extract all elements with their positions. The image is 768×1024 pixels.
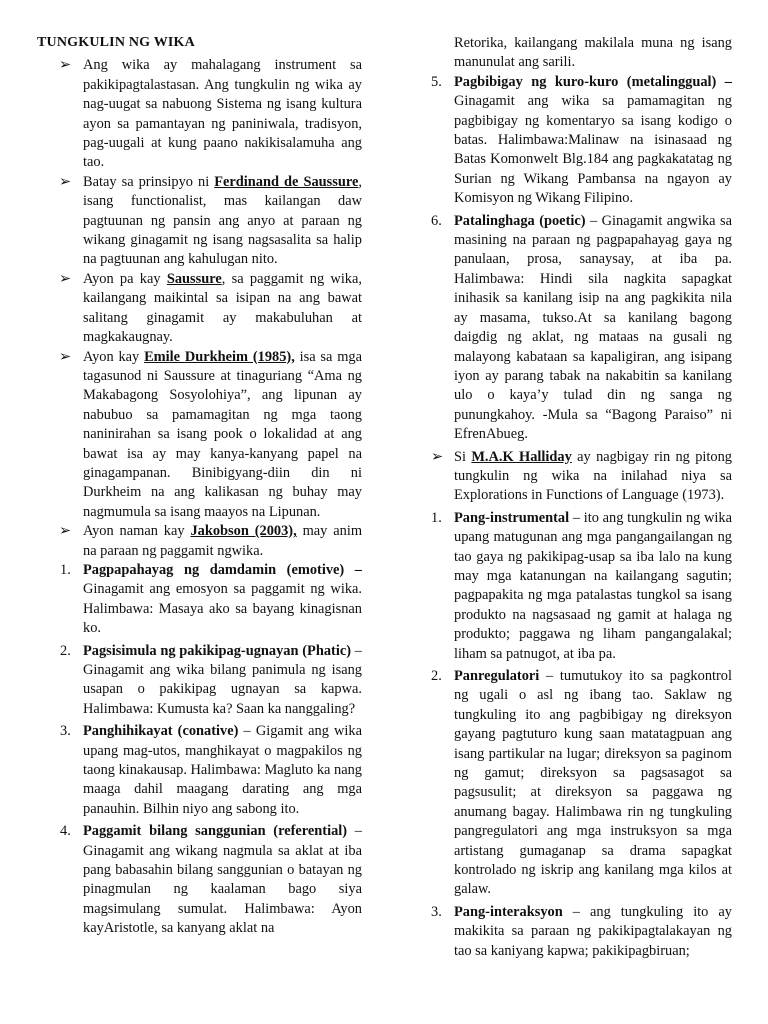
arrow-bullet-icon: ➢ bbox=[59, 523, 72, 540]
bullet-item: ➢ Si M.A.K Halliday ay nagbigay rin ng pitong tungkulin ng wika na inilahad niya sa Explorations in Functions of Language (1973). bbox=[431, 448, 732, 504]
arrow-bullet-icon: ➢ bbox=[59, 270, 72, 287]
arrow-bullet-icon: ➢ bbox=[59, 173, 72, 190]
list-number: 3. bbox=[431, 903, 442, 920]
list-item: 4. Paggamit bilang sanggunian (referential) – Ginagamit ang wikang nagmula sa aklat at iba pang babasahin bilang sanggunian o batayan ng pinagmulan ng kaalaman bago siya magsimulang sumulat. Halimbawa: Ayon kayAristotle, sa kanyang aklat na bbox=[60, 823, 362, 937]
list-item: 2. Panregulatori – tumutukoy ito sa pagkontrol ng ugali o asl ng ibang tao. Saklaw ng tungkuling ito ang pagbibigay ng direksyon gayang pagtuturo kung saan matatagpuan ang isang partikular na lugar; direksyon sa paginom ng gamut; direksyon sa pagsasagot sa pagsusulit; at direksyon sa paggawa ng anumang bagay. Halimbawa rin ng tungkuling pangregulatori ang mga instruksyon sa mga artistang gumaganap sa drama sapagkat kontrolado ng iskrip ang kanilang mga kilos at galaw. bbox=[431, 668, 732, 898]
right-column bbox=[412, 34, 732, 961]
list-item: 3. Pang-interaksyon – ang tungkuling ito ay makikita sa paraan ng pakikipagtalakayan ng tao sa kaniyang kapwa; pakikipagbiruan; bbox=[431, 903, 732, 959]
list-item: 6. Patalinghaga (poetic) – Ginagamit angwika sa masining na paraan ng pagpapahayag gaya ng panulaan, prosa, sanaysay, at iba pa. Halimbawa: Hindi sila nagkita sapagkat inihasik sa kanilang isip na ang pagkikita nila ay masama, tukso.At sa kanilang bagong daigdig ng aklat, ng mataas na gusali ng malayong kabataan sa kapaligiran, ang isipang iyon ay parang tabak na nakabitin sa kanilang ulo o kaya’y tulad din ng sanga ng punungkahoy. -Mula sa “Bagong Paraiso” ni EfrenAbueg. bbox=[431, 212, 732, 443]
author-name: M.A.K Halliday bbox=[471, 448, 572, 465]
list-term: Pang-instrumental bbox=[454, 509, 570, 526]
list-term: Pagsisimula ng pakikipag-ugnayan (Phatic) bbox=[83, 642, 352, 659]
list-term: Pagpapahayag ng damdamin (emotive) – bbox=[83, 561, 362, 578]
bullet-item: ➢ Ayon kay Emile Durkheim (1985), isa sa mga tagasunod ni Saussure at tinaguriang “Ama ng Makabagong Sosyolohiya”, ang lipunan ay nabubuo sa pamamagitan ng mga taong naninirahan sa isang pook o lokalidad at ang bawat isa ay may kanya-kanyang papel na ginagampanan. Binibigyang-diin din ni Durkheim na ang kalikasan ng buhay may nagmumula sa isang maayos na Lipunan. bbox=[59, 348, 363, 520]
list-item: 5. Pagbibigay ng kuro-kuro (metalinggual) – Ginagamit ang wika sa pamamagitan ng pagbibigay ng komentaryo sa isang kodigo o batas. Halimbawa:Malinaw na isinasaad ng Batas Komonwelt Blg.184 ang pagkakatatag ng Surian ng Wikang Pambansa na ngayon ay Komisyon ng Wikang Filipino. bbox=[431, 73, 732, 207]
list-item: 1. Pang-instrumental – ito ang tungkulin ng wika upang matugunan ang mga pangangailangan ng tao gaya ng pakikipag-usap sa iba lalo na kung may mga katanungan na kailangang sagutin; pagpapakita ng mga patalastas tungkol sa isang produkto na nagsasaad ng gamit at halaga ng produkto; paggawa ng liham pangangalakal; liham sa patnugot, at iba pa. bbox=[431, 509, 732, 662]
list-number: 4. bbox=[60, 823, 71, 840]
page-title: TUNGKULIN NG WIKA bbox=[37, 35, 195, 50]
arrow-bullet-icon: ➢ bbox=[59, 57, 72, 74]
list-item: 1. Pagpapahayag ng damdamin (emotive) – Ginagamit ang emosyon sa paggamit ng wika. Halimbawa: Masaya ako sa bayang kinagisnan ko. bbox=[60, 561, 362, 637]
list-number: 6. bbox=[431, 212, 442, 229]
list-term: Pang-interaksyon bbox=[454, 903, 563, 920]
author-name: Emile Durkheim (1985), bbox=[144, 348, 295, 365]
arrow-bullet-icon: ➢ bbox=[431, 448, 444, 465]
list-item: 3. Panghihikayat (conative) – Gigamit ang wika upang mag-utos, manghikayat o magpakilos ng taong kinakausap. Halimbawa: Magluto ka nang maaga dahil maagang darating ang mga panauhin. Bilhin niyo ang sabong ito. bbox=[60, 723, 362, 817]
author-name: Jakobson (2003), bbox=[190, 523, 297, 540]
bullet-item bbox=[37, 56, 362, 172]
bullet-item: ➢ Ayon naman kay Jakobson (2003), may anim na paraan ng paggamit ngwika. bbox=[59, 523, 363, 559]
list-term: Paggamit bilang sanggunian (referential) bbox=[83, 823, 348, 840]
list-number: 1. bbox=[431, 509, 442, 526]
author-name: Saussure bbox=[166, 270, 222, 287]
bullet-text: Ang wika ay mahalagang instrument sa pakikipagtalastasan. Ang tungkulin ng wika ay nag-uugat sa nabuong Sistema ng isang kultura ayon sa pamantayan ng paniniwala, tradisyon, pag-uugali at kung paano nakikisalamuha ang tao. bbox=[83, 57, 362, 171]
list-term: Pagbibigay ng kuro-kuro (metalinggual) – bbox=[454, 73, 732, 90]
list-number: 2. bbox=[431, 668, 442, 684]
bullet-item: ➢ Ayon pa kay Saussure, sa paggamit ng wika, kailangang maikintal sa isipan na ang bawat salitang ginagamit ay makabuluhan at magkakaugnay. bbox=[59, 270, 362, 346]
left-column bbox=[37, 33, 362, 939]
list-term: Panghihikayat (conative) bbox=[83, 723, 239, 740]
list-term: Panregulatori bbox=[454, 668, 540, 684]
list-item-continuation: Retorika, kailangang makilala muna ng isang manunulat ang sarili. bbox=[454, 35, 732, 71]
author-name: Ferdinand de Saussure bbox=[214, 173, 359, 190]
arrow-bullet-icon: ➢ bbox=[59, 348, 72, 365]
list-number: 2. bbox=[60, 642, 71, 659]
list-term: Patalinghaga (poetic) bbox=[454, 212, 586, 229]
list-number: 5. bbox=[431, 73, 442, 90]
list-number: 3. bbox=[60, 723, 71, 740]
list-number: 1. bbox=[60, 561, 71, 578]
bullet-item: ➢ Batay sa prinsipyo ni Ferdinand de Saussure, isang functionalist, mas kailangan daw pagtuunan ng pansin ang anyo at paraan ng wikang ginagamit ng isang nagsasalita sa halip na pagtuunan ang kahulugan nito. bbox=[59, 173, 362, 268]
list-item: 2. Pagsisimula ng pakikipag-ugnayan (Phatic) – Ginagamit ang wika bilang panimula ng isang usapan o pakikipag ugnayan sa kapwa. Halimbawa: Kumusta ka? Saan ka nanggaling? bbox=[60, 642, 362, 717]
